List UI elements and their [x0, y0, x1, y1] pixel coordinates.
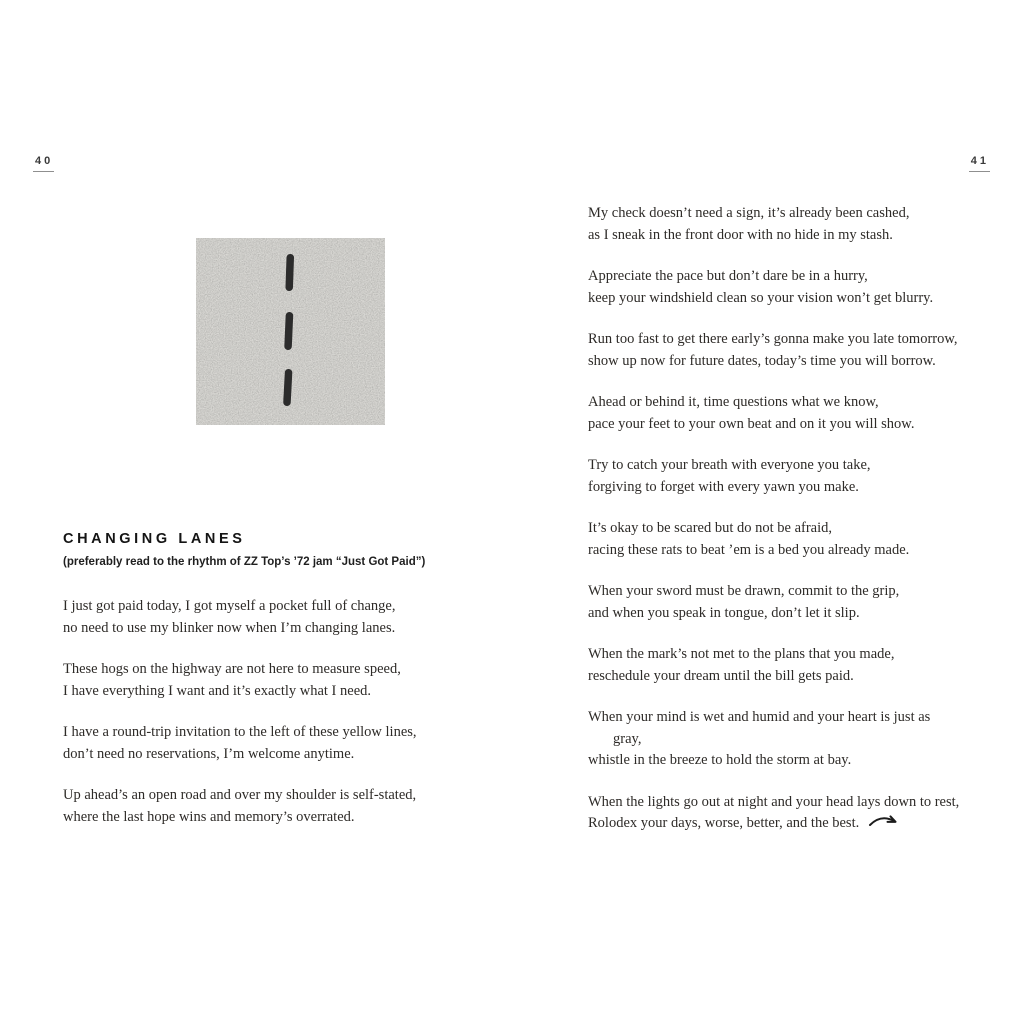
- stanza: [63, 659, 417, 702]
- lane-line-photo: [196, 238, 385, 425]
- poem-line: Appreciate the pace but don’t dare be in a hurry,: [588, 268, 868, 284]
- poem-line-wrapped: gray,: [613, 730, 642, 747]
- curved-right-arrow-icon: [868, 813, 900, 828]
- stanza: [588, 392, 959, 435]
- poem-line: pace your feet to your own beat and on it you will show.: [588, 415, 915, 432]
- poem-line: where the last hope wins and memory’s overrated.: [63, 808, 355, 825]
- dashed-lane-line-graphic: [196, 238, 385, 425]
- poem-line-text: Rolodex your days, worse, better, and the best.: [588, 815, 860, 831]
- stanza: [588, 203, 959, 246]
- poem-line: When the mark’s not met to the plans that you made,: [588, 646, 895, 662]
- poem-line: racing these rats to beat ’em is a bed you already made.: [588, 541, 910, 558]
- poem-line: show up now for future dates, today’s time you will borrow.: [588, 352, 936, 369]
- stanza: [588, 792, 959, 835]
- poem-line: My check doesn’t need a sign, it’s already been cashed,: [588, 205, 910, 221]
- page-number-right: 41: [969, 155, 990, 172]
- poem-line: reschedule your dream until the bill gets paid.: [588, 667, 854, 684]
- stanza: [588, 518, 959, 561]
- poem-line: as I sneak in the front door with no hide in my stash.: [588, 226, 893, 243]
- stanza: [588, 329, 959, 372]
- stanza: [588, 707, 959, 772]
- stanza: [588, 644, 959, 687]
- poem-body-right: [588, 203, 959, 835]
- poem-line: and when you speak in tongue, don’t let it slip.: [588, 604, 860, 621]
- stanza: [63, 596, 417, 639]
- poem-line: I have everything I want and it’s exactly what I need.: [63, 682, 372, 699]
- poem-title: CHANGING LANES: [63, 531, 246, 547]
- poem-line: Up ahead’s an open road and over my shoulder is self-stated,: [63, 787, 417, 803]
- page-number-left: 40: [33, 155, 54, 172]
- poem-line: whistle in the breeze to hold the storm at bay.: [588, 752, 852, 768]
- stanza: [63, 785, 417, 828]
- poem-line: I have a round-trip invitation to the left of these yellow lines,: [63, 724, 417, 740]
- poem-line: forgiving to forget with every yawn you make.: [588, 478, 859, 495]
- poem-line: I just got paid today, I got myself a pocket full of change,: [63, 598, 396, 614]
- stanza: [63, 722, 417, 765]
- poem-line: When the lights go out at night and your head lays down to rest,: [588, 793, 960, 810]
- poem-line: These hogs on the highway are not here to measure speed,: [63, 661, 401, 677]
- poem-line: Try to catch your breath with everyone you take,: [588, 457, 871, 473]
- poem-line: Ahead or behind it, time questions what we know,: [588, 394, 879, 410]
- poem-subtitle: (preferably read to the rhythm of ZZ Top’s ’72 jam “Just Got Paid”): [63, 556, 426, 568]
- stanza: [588, 266, 959, 309]
- stanza: [588, 581, 959, 624]
- poem-line: Run too fast to get there early’s gonna make you late tomorrow,: [588, 331, 958, 347]
- poem-line: don’t need no reservations, I’m welcome anytime.: [63, 745, 355, 762]
- stanza: [588, 455, 959, 498]
- poem-line-last: [588, 813, 959, 835]
- poem-body-left: [63, 596, 417, 828]
- poem-line: keep your windshield clean so your vision won’t get blurry.: [588, 289, 934, 306]
- poem-line: no need to use my blinker now when I’m changing lanes.: [63, 619, 396, 636]
- poem-line: It’s okay to be scared but do not be afraid,: [588, 520, 833, 536]
- poem-line: When your mind is wet and humid and your heart is just as: [588, 709, 931, 725]
- poem-line: When your sword must be drawn, commit to the grip,: [588, 583, 900, 599]
